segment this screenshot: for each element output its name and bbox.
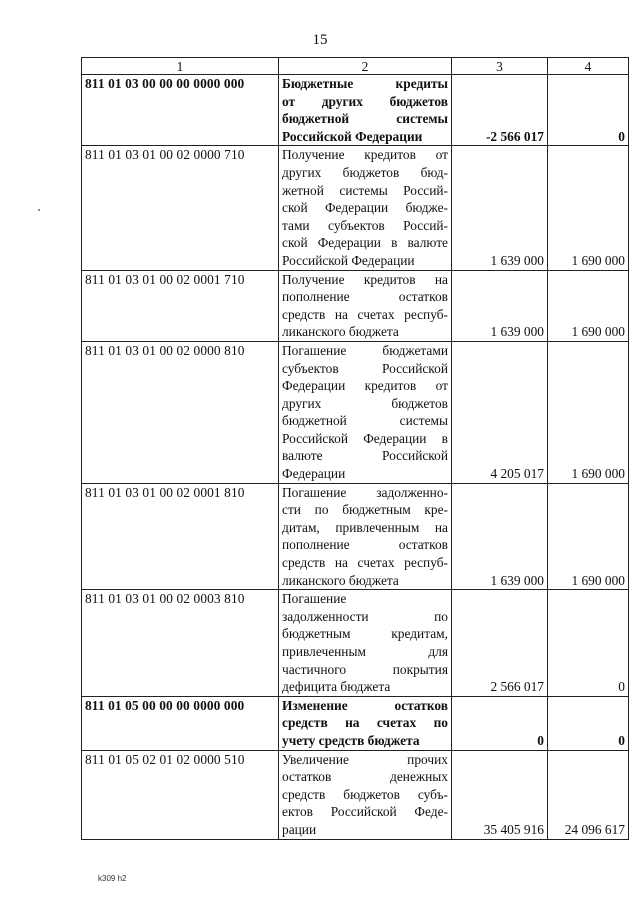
budget-code-cell: 811 01 05 00 00 00 0000 000	[82, 696, 279, 750]
item-name-line: дитам, привлеченным на	[282, 519, 448, 535]
amount-col4-cell: 24 096 617	[548, 750, 629, 839]
amount-col4-cell: 0	[548, 590, 629, 697]
header-col-2: 2	[279, 58, 452, 75]
item-name-line: валюте Российской	[282, 448, 448, 464]
item-name-line: задолженности по	[282, 608, 448, 624]
table-row	[82, 696, 629, 750]
item-name-line: средств бюджетов субъ-	[282, 786, 448, 802]
item-name-line: Изменение остатков	[282, 697, 448, 713]
item-name-line: Погашение бюджетами	[282, 342, 448, 358]
item-name-line: Российской Федерации в	[282, 430, 448, 446]
amount-col4-cell: 1 690 000	[548, 483, 629, 590]
item-name-line: Федерации	[282, 466, 346, 482]
item-name-line: тами субъектов Россий-	[282, 217, 448, 233]
item-name-line: Федерации кредитов от	[282, 378, 448, 394]
budget-code-cell: 811 01 03 01 00 02 0003 810	[82, 590, 279, 697]
amount-col3-cell: 0	[452, 696, 548, 750]
item-name-line: Получение кредитов на	[282, 271, 448, 287]
budget-code-cell: 811 01 03 00 00 00 0000 000	[82, 75, 279, 146]
item-name-line: ской Федерации бюдже-	[282, 200, 448, 216]
item-name-line: сти по бюджетным кре-	[282, 502, 448, 518]
item-name-line: пополнение остатков	[282, 537, 448, 553]
item-name-line: Российской Федерации	[282, 252, 415, 268]
amount-col3-cell: 35 405 916	[452, 750, 548, 839]
item-name-line: Погашение	[282, 591, 347, 607]
item-name-line: ской Федерации в валюте	[282, 235, 448, 251]
footer-document-code: k309 h2	[98, 874, 127, 883]
item-name-cell	[279, 483, 452, 590]
amount-col3-cell: -2 566 017	[452, 75, 548, 146]
item-name-line: Российской Федерации	[282, 128, 423, 144]
amount-col3-cell: 1 639 000	[452, 146, 548, 270]
item-name-line: учету средств бюджета	[282, 732, 420, 748]
item-name-cell	[279, 696, 452, 750]
item-name-cell	[279, 341, 452, 483]
amount-col3-cell: 1 639 000	[452, 483, 548, 590]
header-col-3: 3	[452, 58, 548, 75]
item-name-line: ликанского бюджета	[282, 324, 399, 340]
item-name-cell	[279, 75, 452, 146]
table-row	[82, 341, 629, 483]
item-name-line: других бюджетов бюд-	[282, 164, 448, 180]
item-name-line: от других бюджетов	[282, 93, 448, 109]
budget-code-cell: 811 01 03 01 00 02 0000 810	[82, 341, 279, 483]
table-row	[82, 750, 629, 839]
header-col-1: 1	[82, 58, 279, 75]
item-name-line: частичного покрытия	[282, 661, 448, 677]
item-name-line: средств на счетах респуб-	[282, 555, 448, 571]
item-name-line: дефицита бюджета	[282, 679, 391, 695]
item-name-cell	[279, 270, 452, 341]
amount-col3-cell: 1 639 000	[452, 270, 548, 341]
budget-sources-table	[81, 57, 629, 840]
budget-code-cell: 811 01 05 02 01 02 0000 510	[82, 750, 279, 839]
amount-col3-cell: 4 205 017	[452, 341, 548, 483]
budget-code-cell: 811 01 03 01 00 02 0000 710	[82, 146, 279, 270]
amount-col4-cell: 1 690 000	[548, 146, 629, 270]
item-name-line: жетной системы Россий-	[282, 182, 448, 198]
table-header-row	[82, 58, 629, 75]
item-name-line: пополнение остатков	[282, 289, 448, 305]
item-name-line: Увеличение прочих	[282, 751, 448, 767]
item-name-cell	[279, 750, 452, 839]
table-row	[82, 483, 629, 590]
budget-code-cell: 811 01 03 01 00 02 0001 810	[82, 483, 279, 590]
page-number: 15	[312, 32, 328, 48]
item-name-line: средств на счетах по	[282, 715, 448, 731]
item-name-line: других бюджетов	[282, 395, 448, 411]
item-name-line: бюджетным кредитам,	[282, 626, 448, 642]
budget-code-cell: 811 01 03 01 00 02 0001 710	[82, 270, 279, 341]
header-col-4: 4	[548, 58, 629, 75]
item-name-cell	[279, 146, 452, 270]
table-row	[82, 590, 629, 697]
table-row	[82, 270, 629, 341]
item-name-line: Получение кредитов от	[282, 147, 448, 163]
item-name-line: привлеченным для	[282, 644, 448, 659]
amount-col4-cell: 0	[548, 696, 629, 750]
item-name-line: средств на счетах респуб-	[282, 306, 448, 322]
table-row	[82, 75, 629, 146]
amount-col3-cell: 2 566 017	[452, 590, 548, 697]
item-name-line: Погашение задолженно-	[282, 484, 448, 500]
amount-col4-cell: 0	[548, 75, 629, 146]
item-name-cell	[279, 590, 452, 697]
amount-col4-cell: 1 690 000	[548, 270, 629, 341]
item-name-line: ликанского бюджета	[282, 572, 399, 588]
item-name-line: бюджетной системы	[282, 413, 448, 429]
item-name-line: бюджетной системы	[282, 111, 448, 127]
item-name-line: рации	[282, 821, 317, 837]
item-name-line: ектов Российской Феде-	[282, 804, 448, 820]
item-name-line: субъектов Российской	[282, 360, 448, 376]
item-name-line: Бюджетные кредиты	[282, 76, 448, 91]
table-row	[82, 146, 629, 270]
amount-col4-cell: 1 690 000	[548, 341, 629, 483]
item-name-line: остатков денежных	[282, 769, 448, 785]
scan-speck	[38, 209, 40, 211]
